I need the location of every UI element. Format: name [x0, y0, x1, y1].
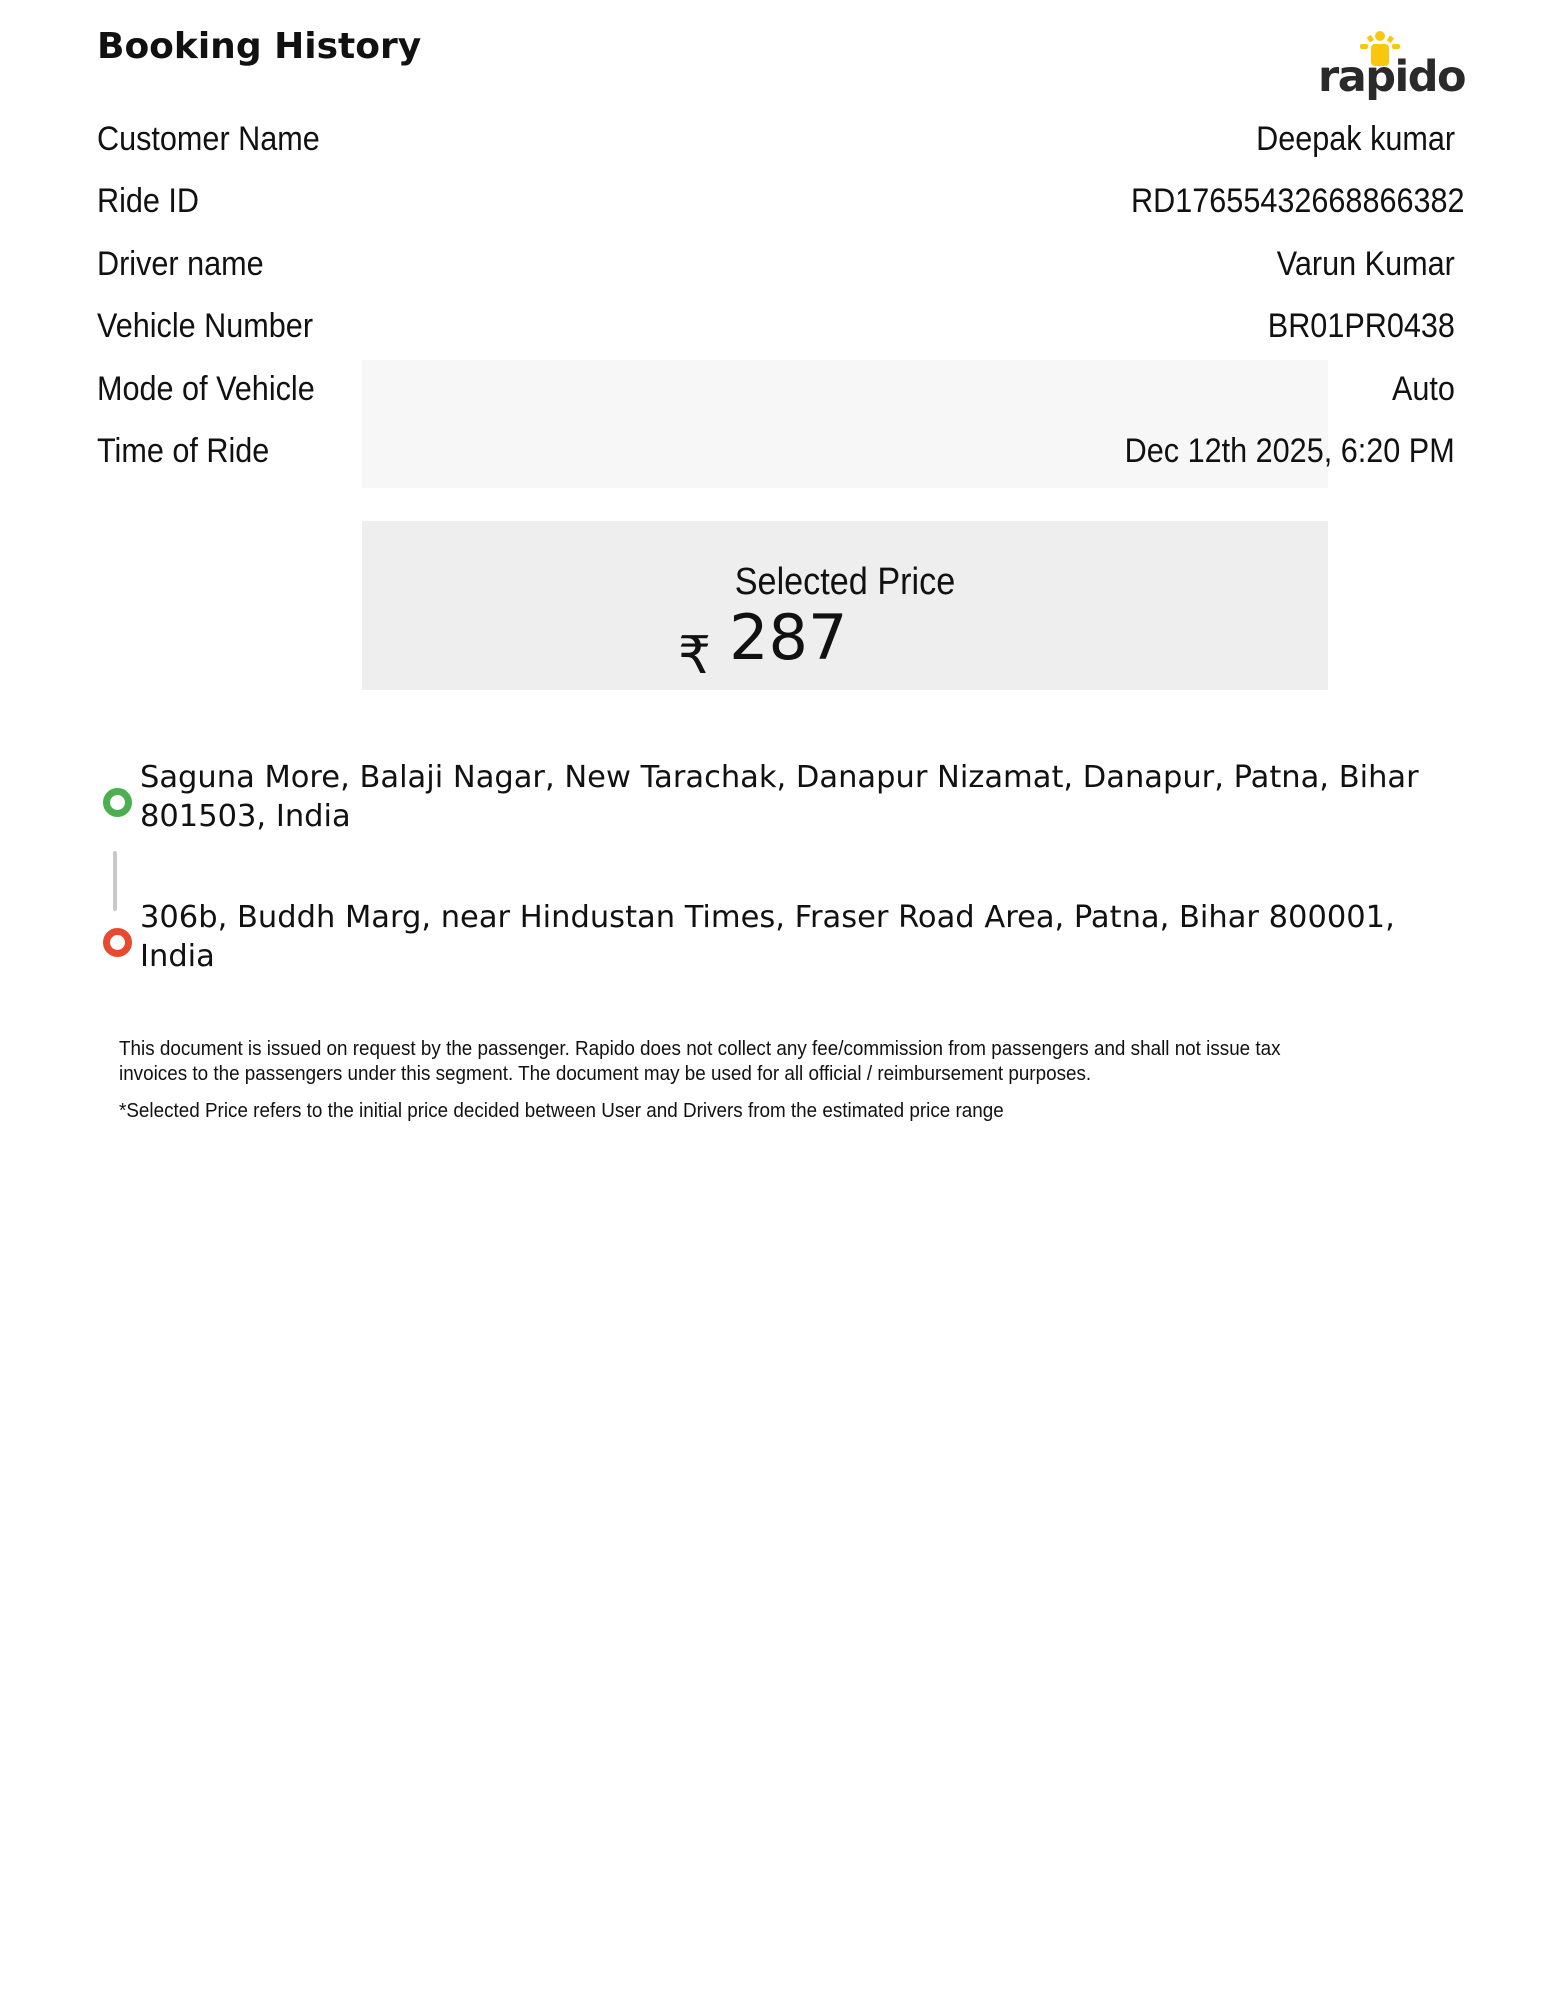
- detail-value: BR01PR0438: [1267, 307, 1455, 345]
- detail-label: Customer Name: [97, 120, 320, 158]
- detail-value: Varun Kumar: [1276, 245, 1455, 283]
- detail-value: RD17655432668866382: [1131, 182, 1465, 220]
- route-connector-line: [113, 851, 117, 911]
- drop-address: 306b, Buddh Marg, near Hindustan Times, Fraser Road Area, Patna, Bihar 800001, India: [140, 900, 1395, 974]
- detail-label: Time of Ride: [97, 432, 270, 470]
- pickup-address: Saguna More, Balaji Nagar, New Tarachak, Danapur Nizamat, Danapur, Patna, Bihar 801503, India: [140, 760, 1419, 834]
- detail-value: Deepak kumar: [1256, 120, 1455, 158]
- detail-label: Driver name: [97, 245, 264, 283]
- detail-value: Dec 12th 2025, 6:20 PM: [1124, 432, 1455, 470]
- disclaimer-text: This document is issued on request by the passenger. Rapido does not collect any fee/commission from passengers and shall not issue tax invoices to the passengers under this segment. The document may be used for all official / reimbursement purposes.: [119, 1037, 1281, 1085]
- detail-row-vehicle-number: [97, 301, 1455, 351]
- detail-row-driver-name: [97, 239, 1455, 289]
- rupee-icon: ₹: [678, 626, 712, 686]
- detail-value: Auto: [1392, 370, 1455, 408]
- pickup-location-icon: [103, 788, 132, 817]
- detail-label: Vehicle Number: [97, 307, 314, 345]
- detail-row-mode-of-vehicle: [97, 364, 1455, 414]
- page-title: Booking History: [97, 26, 422, 67]
- selected-price-label: Selected Price: [734, 561, 956, 603]
- detail-row-time-of-ride: [97, 426, 1455, 476]
- price-value: 287: [729, 601, 848, 674]
- detail-row-ride-id: [97, 176, 1465, 226]
- drop-location-icon: [103, 928, 132, 957]
- detail-label: Mode of Vehicle: [97, 370, 315, 408]
- price-footnote: *Selected Price refers to the initial price decided between User and Drivers from the estimated price range: [119, 1099, 1004, 1122]
- selected-price-box: [362, 521, 1328, 690]
- detail-label: Ride ID: [97, 182, 200, 220]
- rapido-logo: [1310, 30, 1466, 105]
- rapido-logo-text: rapido: [1318, 52, 1466, 102]
- selected-price-amount: [678, 601, 848, 686]
- detail-row-customer-name: [97, 114, 1455, 164]
